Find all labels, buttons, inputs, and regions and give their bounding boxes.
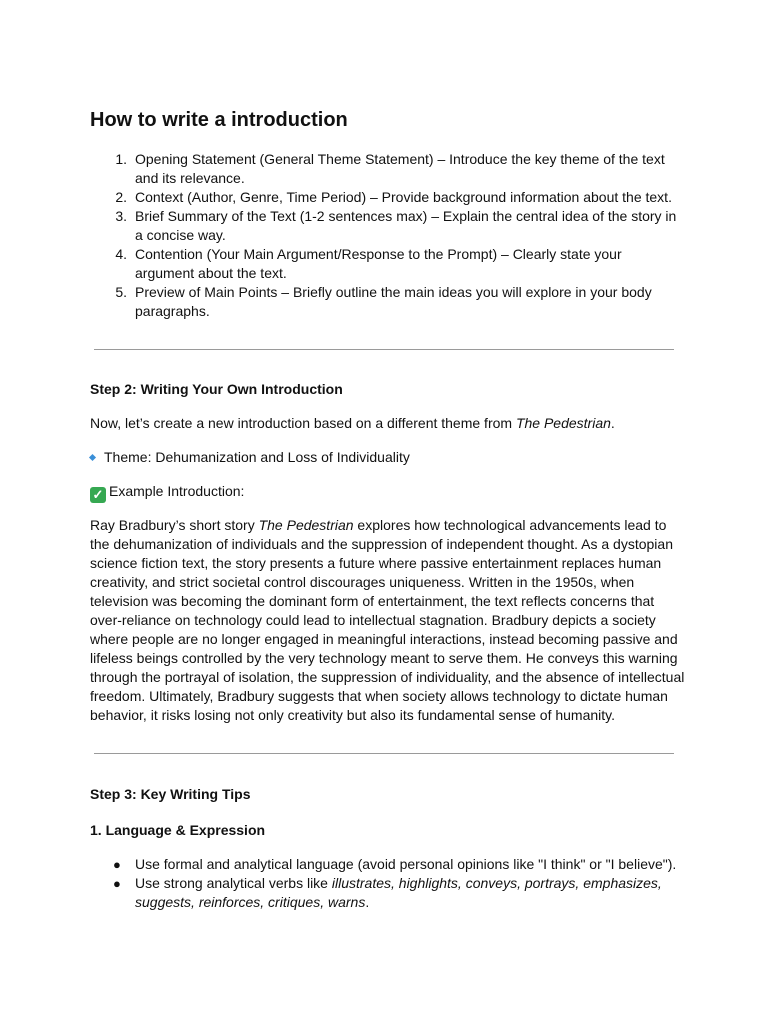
step2-heading: Step 2: Writing Your Own Introduction <box>90 381 343 397</box>
bullet-text <box>135 874 680 893</box>
language-expression-heading: 1. Language & Expression <box>90 822 266 838</box>
book-title: The Pedestrian <box>515 415 611 431</box>
paragraph-line: creativity, and strict societal control discourages uniqueness. Written in the 1950s, when <box>90 574 635 590</box>
bullet-text-end: . <box>365 894 370 910</box>
page-title: How to write a introduction <box>90 109 348 131</box>
paragraph-line: lifeless beings controlled by the very technology meant to serve them. He conveys this warning <box>90 650 678 666</box>
step2-intro <box>90 414 680 433</box>
list-number: 5. <box>115 284 127 300</box>
list-text-line: Preview of Main Points – Briefly outline the main ideas you will explore in your body <box>135 284 652 300</box>
bullet-text-plain: Use strong analytical verbs like <box>135 875 332 891</box>
theme-line <box>90 448 680 467</box>
bullet-text: Use formal and analytical language (avoid personal opinions like "I think" or "I believe"). <box>135 856 677 872</box>
paragraph-line: where people are no longer engaged in meaningful interactions, instead becoming passive and <box>90 631 678 647</box>
list-text-line: Context (Author, Genre, Time Period) – Provide background information about the text. <box>135 189 672 205</box>
list-number: 4. <box>115 246 127 262</box>
example-paragraph <box>90 516 690 725</box>
list-text-line: and its relevance. <box>135 170 245 186</box>
list-number: 2. <box>115 189 127 205</box>
verb-list: illustrates, highlights, conveys, portrays, emphasizes, <box>331 875 662 891</box>
list-number: 3. <box>115 208 127 224</box>
line-text: Ray Bradbury’s short story <box>90 517 259 533</box>
diamond-bullet-icon <box>89 454 96 461</box>
bullet-text-continued <box>135 893 680 912</box>
book-title: The Pedestrian <box>258 517 354 533</box>
check-mark-icon: ✓ <box>90 487 106 503</box>
paragraph-line: freedom. Ultimately, Bradbury suggests that when society allows technology to dictate human <box>90 688 668 704</box>
example-label: Example Introduction: <box>109 483 245 499</box>
list-text-line: Contention (Your Main Argument/Response to the Prompt) – Clearly state your <box>135 246 622 262</box>
step2-intro-text: Now, let’s create a new introduction based on a different theme from <box>90 415 516 431</box>
step2-intro-end: . <box>610 415 615 431</box>
paragraph-line: over-reliance on technology could lead to intellectual stagnation. Bradbury depicts a society <box>90 612 656 628</box>
divider <box>94 753 674 754</box>
example-label-line <box>90 482 680 503</box>
list-text-line: argument about the text. <box>135 265 287 281</box>
list-text-line: Brief Summary of the Text (1-2 sentences max) – Explain the central idea of the story in <box>135 208 677 224</box>
step3-heading: Step 3: Key Writing Tips <box>90 786 251 802</box>
list-number: 1. <box>115 151 127 167</box>
bullet-icon: ● <box>113 857 121 872</box>
verb-list: suggests, reinforces, critiques, warns <box>135 894 366 910</box>
list-text-line: a concise way. <box>135 227 226 243</box>
paragraph-line <box>90 516 690 535</box>
paragraph-line: through the portrayal of isolation, the suppression of individuality, and the absence of intellectual <box>90 669 685 685</box>
line-text: explores how technological advancements lead to <box>353 517 667 533</box>
paragraph-line: science fiction text, the story presents a future where passive entertainment replaces human <box>90 555 662 571</box>
divider <box>94 349 674 350</box>
paragraph-line: behavior, it risks losing not only creativity but also its fundamental sense of humanity. <box>90 707 616 723</box>
bullet-icon: ● <box>113 876 121 891</box>
paragraph-line: television was becoming the dominant form of entertainment, the text reflects concerns that <box>90 593 655 609</box>
paragraph-line: the dehumanization of individuals and the suppression of independent thought. As a dystopian <box>90 536 673 552</box>
list-text-line: Opening Statement (General Theme Statement) – Introduce the key theme of the text <box>135 151 665 167</box>
theme-text: Theme: Dehumanization and Loss of Individuality <box>104 449 410 465</box>
list-text-line: paragraphs. <box>135 303 210 319</box>
